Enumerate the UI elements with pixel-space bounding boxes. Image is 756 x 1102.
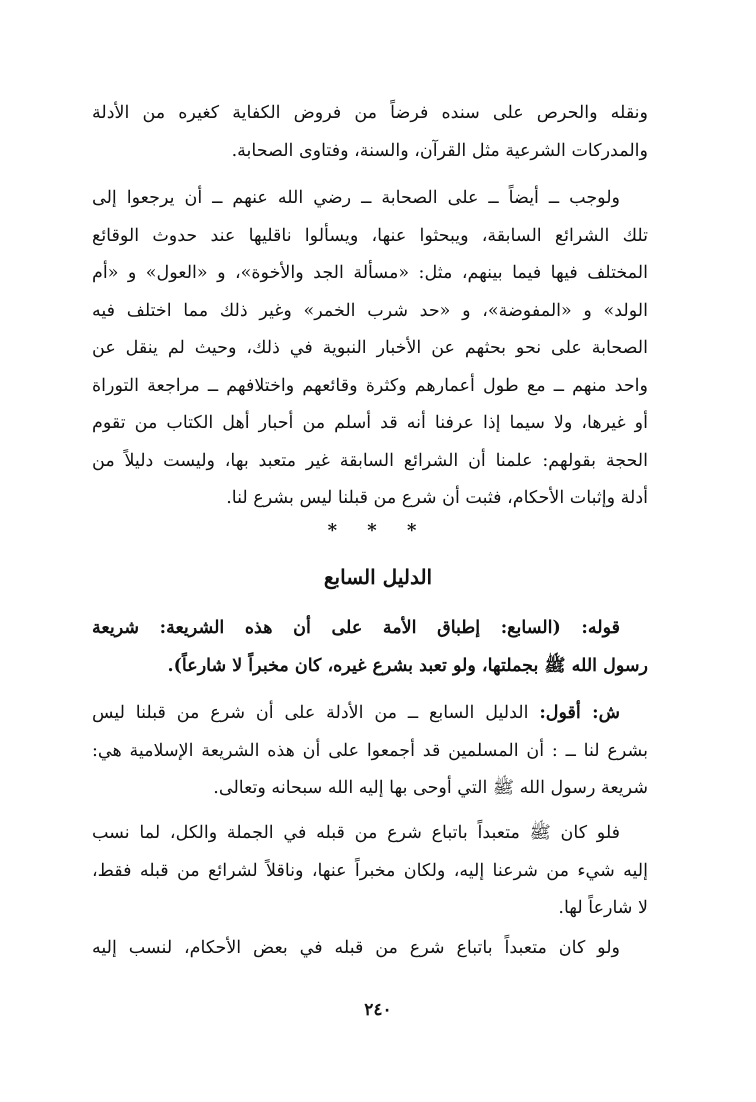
paragraph-2 bbox=[92, 180, 648, 518]
text-line: ولوجب ــ أيضاً ــ على الصحابة ــ رضي الله عنهم ــ أن يرجعوا إلى bbox=[92, 188, 620, 208]
paragraph-5 bbox=[92, 930, 648, 968]
paragraph-1 bbox=[92, 95, 648, 170]
text-line: رسول الله ﷺ بجملتها، ولو تعبد بشرع غيره، كان مخبراً لا شارعاً). bbox=[167, 655, 648, 676]
text-line bbox=[92, 695, 648, 733]
text-line: واحد منهم ــ مع طول أعمارهم وكثرة وقائعهم واختلافهم ــ مراجعة التوراة bbox=[92, 375, 648, 396]
text-line: إليه شيء من شرعنا إليه، ولكان مخبراً عنها، وناقلاً لشرائع من قبله فقط، bbox=[92, 860, 648, 881]
text-line: تلك الشرائع السابقة، ويبحثوا عنها، ويسألوا ناقليها عند حدوث الوقائع bbox=[92, 225, 648, 246]
text-line: الولد» و «المفوضة»، و «حد شرب الخمر» وغير ذلك مما اختلف فيه bbox=[92, 300, 648, 321]
page-number: ٢٤٠ bbox=[364, 1000, 392, 1020]
text-line: الحجة بقولهم: علمنا أن الشرائع السابقة غير متعبد بها، وليست دليلاً من bbox=[92, 450, 648, 471]
text-line: ولو كان متعبداً باتباع شرع من قبله في بعض الأحكام، لنسب إليه bbox=[92, 938, 620, 958]
text-line: والمدركات الشرعية مثل القرآن، والسنة، وفتاوى الصحابة. bbox=[231, 140, 648, 161]
explanation-lead: ش: أقول: bbox=[539, 703, 621, 723]
text-line: لا شارعاً لها. bbox=[558, 898, 648, 918]
text-line: أدلة وإثبات الأحكام، فثبت أن شرع من قبلنا ليس بشرع لنا. bbox=[226, 488, 648, 508]
explanation-paragraph bbox=[92, 695, 648, 808]
section-heading: الدليل السابع bbox=[323, 565, 433, 589]
text-line: شريعة رسول الله ﷺ التي أوحى بها إليه الله سبحانه وتعالى. bbox=[213, 778, 648, 798]
text-line: بشرع لنا ــ : أن المسلمين قد أجمعوا على أن هذه الشريعة الإسلامية هي: bbox=[92, 740, 648, 761]
text-segment: الدليل السابع ــ من الأدلة على أن شرع من قبلنا ليس bbox=[92, 703, 529, 723]
text-line: قوله: (السابع: إطباق الأمة على أن هذه الشريعة: شريعة bbox=[92, 618, 620, 638]
paragraph-4 bbox=[92, 815, 648, 928]
quoted-text bbox=[92, 610, 648, 685]
section-separator: * * * bbox=[327, 520, 429, 541]
text-line: المختلف فيها فيما بينهم، مثل: «مسألة الجد والأخوة»، و «العول» و «أم bbox=[92, 263, 648, 283]
text-line: أو غيرها، ولا سيما إذا عرفنا أنه قد أسلم من أحبار أهل الكتاب من تقوم bbox=[92, 413, 648, 433]
text-line: الصحابة على نحو بحثهم عن الأخبار النبوية في ذلك، وحيث لم ينقل عن bbox=[92, 338, 648, 358]
text-line: ونقله والحرص على سنده فرضاً من فروض الكفاية كغيره من الأدلة bbox=[92, 103, 648, 123]
text-line: فلو كان ﷺ متعبداً باتباع شرع من قبله في الجملة والكل، لما نسب bbox=[92, 823, 620, 843]
